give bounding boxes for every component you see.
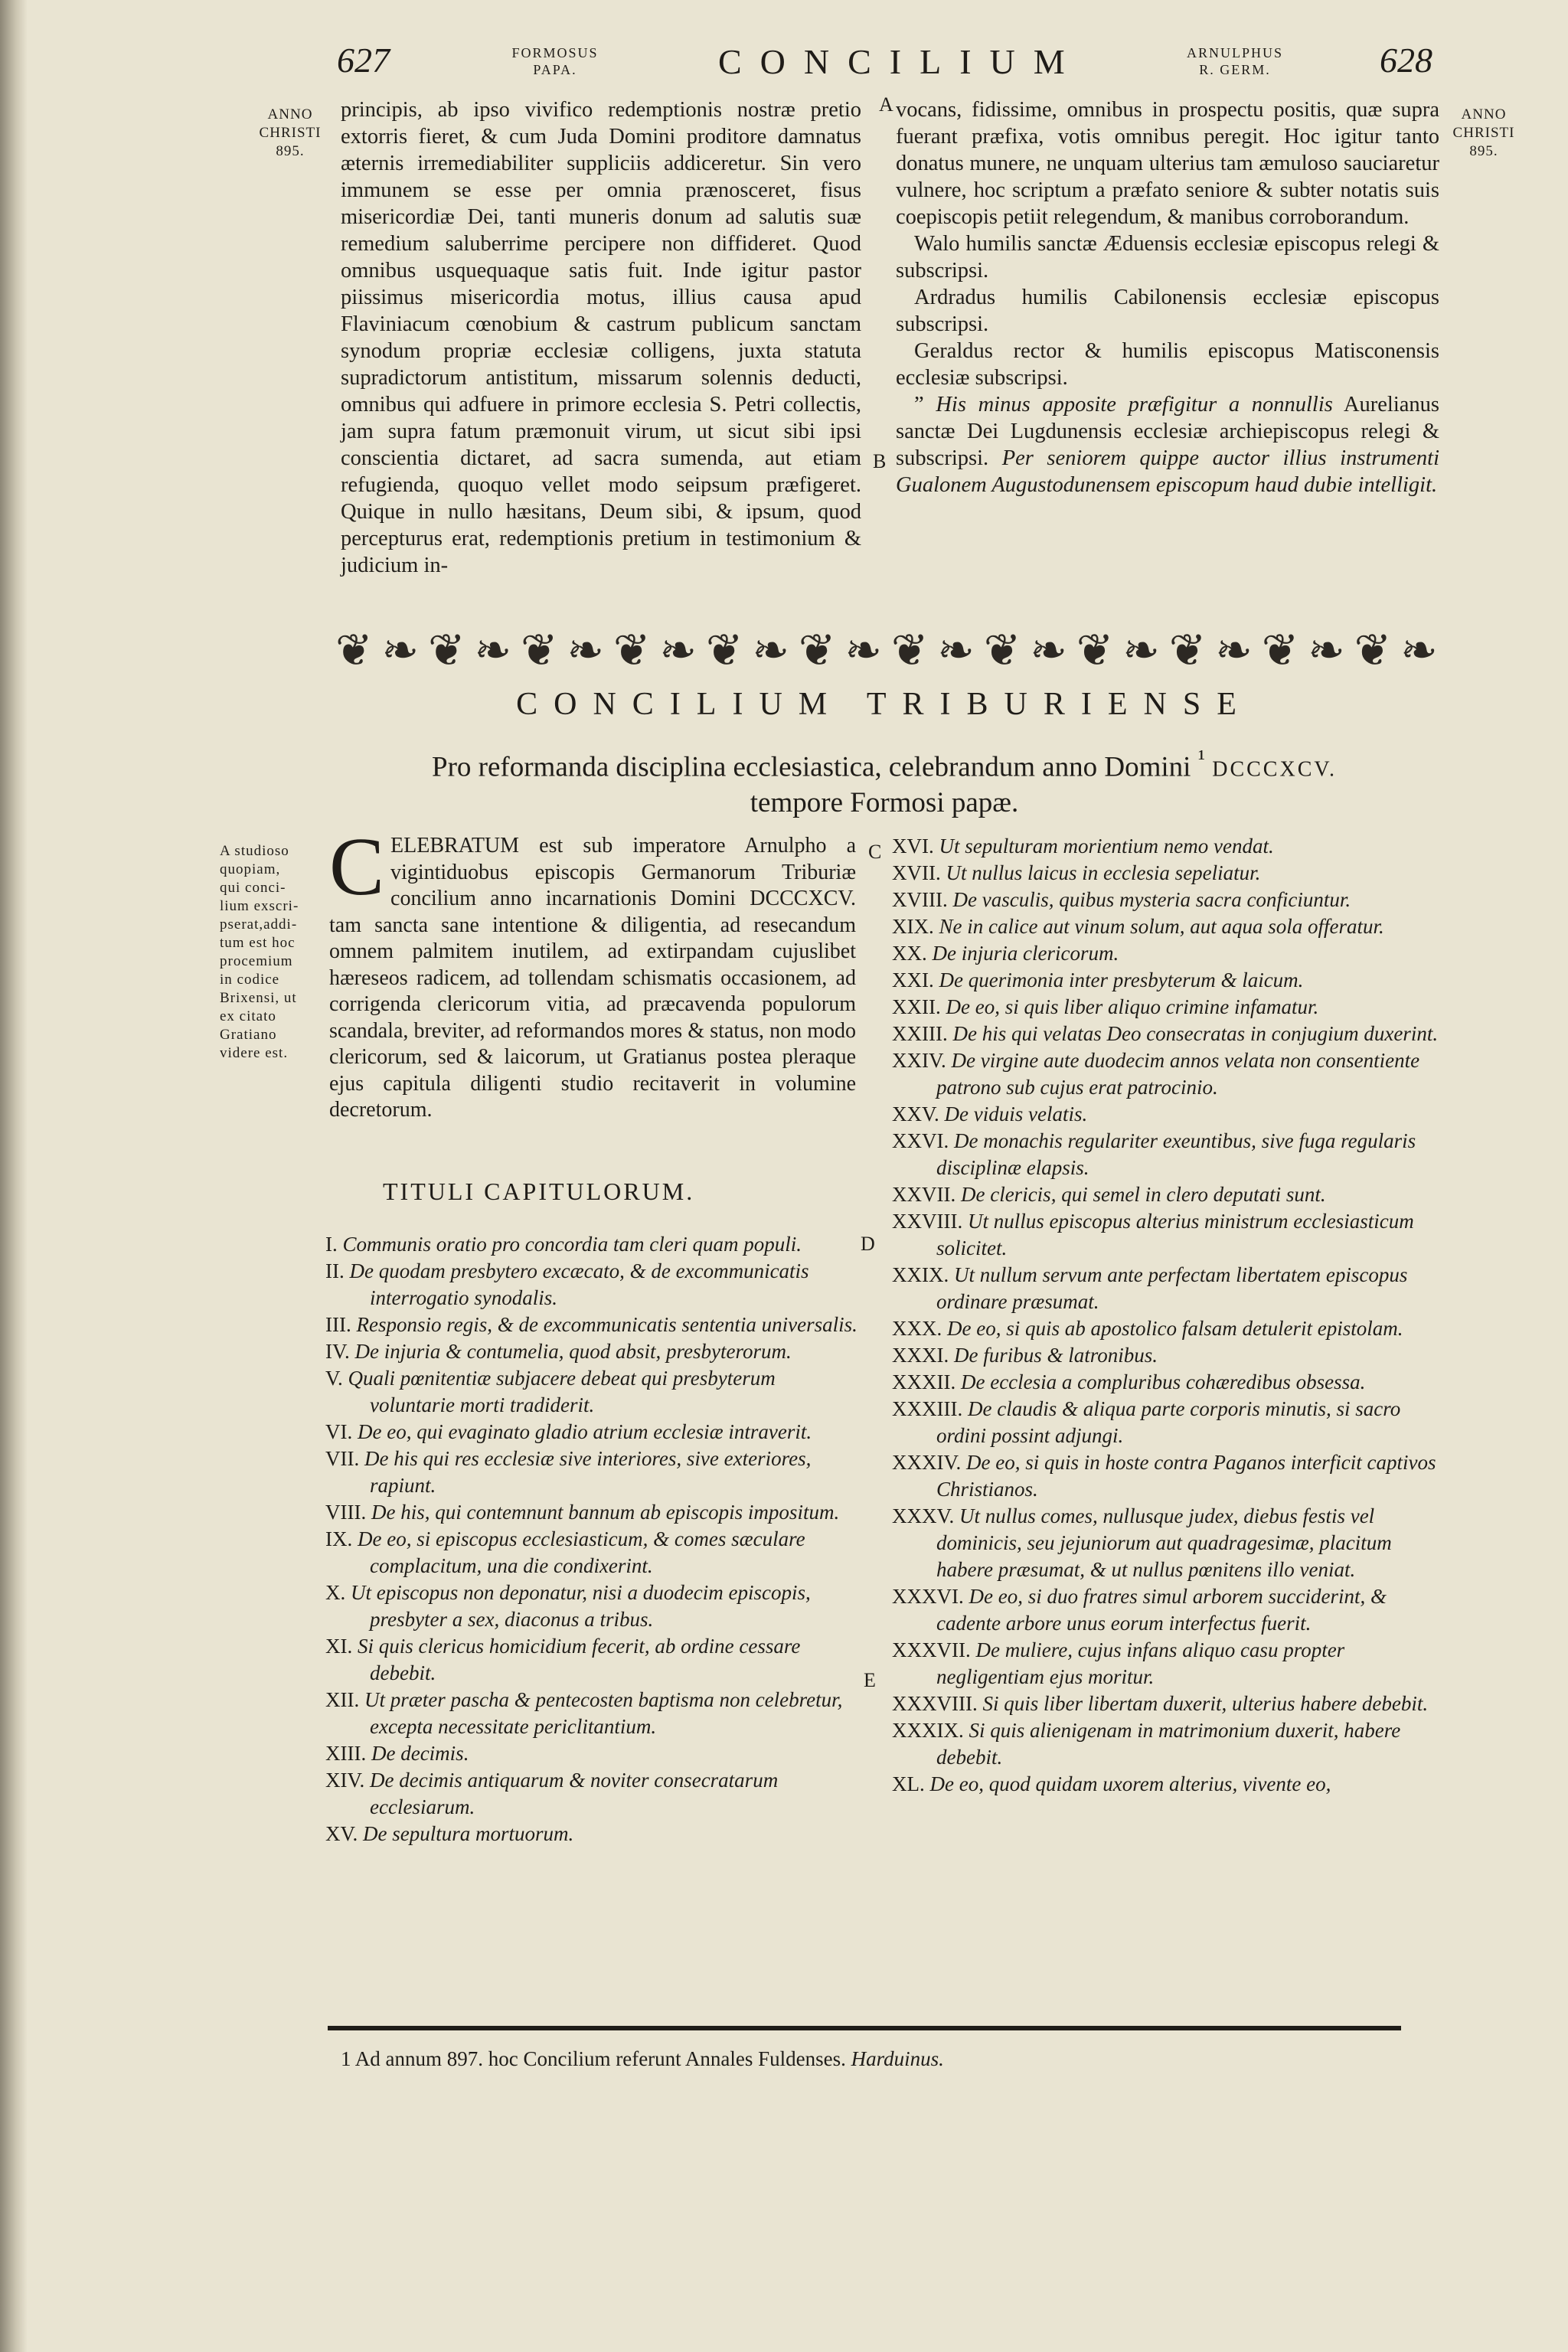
subtitle-footnote-mark: ¹ [1197, 745, 1205, 771]
margin-anno-left [255, 106, 325, 161]
toc-item-number: XI. [325, 1635, 353, 1658]
fleuron-icon: ❦ [520, 626, 558, 675]
toc-item [892, 1047, 1439, 1101]
subscription-walo: Walo humilis sanctæ Æduensis ecclesiæ episcopus relegi & subscripsi. [896, 232, 1439, 283]
toc-item [325, 1231, 858, 1258]
toc-item-number: XXXVIII. [892, 1692, 978, 1715]
toc-item [892, 1315, 1439, 1342]
toc-item-title: De injuria & contumelia, quod absit, presbyterorum. [354, 1340, 792, 1363]
section-letter-b: B [873, 450, 887, 472]
toc-item [892, 967, 1439, 994]
toc-item [892, 860, 1439, 887]
section-letter-e: E [864, 1669, 876, 1691]
toc-item-title: De virgine aute duodecim annos velata non consentiente patrono sub cujus erat patrocinio. [936, 1049, 1420, 1099]
header-left-small [501, 44, 609, 78]
fleuron-icon: ❧ [659, 626, 697, 675]
toc-item-title: De claudis & aliqua parte corporis minutis, si sacro ordini possint adjungi. [936, 1397, 1401, 1447]
footnote [341, 2047, 944, 2071]
toc-item-title: Si quis alienigenam in matrimonium duxerit, habere debebit. [936, 1719, 1401, 1769]
fleuron-icon: ❧ [1122, 626, 1160, 675]
toc-item [892, 994, 1439, 1021]
toc-item [325, 1312, 858, 1338]
toc-item-number: XXVIII. [892, 1210, 963, 1233]
toc-item-title: De his qui velatas Deo consecratas in conjugium duxerint. [952, 1022, 1439, 1045]
toc-item-number: XXXV. [892, 1504, 955, 1527]
fleuron-icon: ❧ [474, 626, 512, 675]
footnote-mark: 1 [341, 2047, 351, 2070]
fleuron-icon: ❦ [705, 626, 743, 675]
toc-item [892, 1583, 1439, 1637]
toc-item-title: De eo, quod quidam uxorem alterius, vivente eo, [929, 1772, 1331, 1795]
toc-item-title: De eo, si quis ab apostolico falsam detulerit epistolam. [947, 1317, 1403, 1340]
fleuron-icon: ❦ [1076, 626, 1114, 675]
margin-note-line: procemium [220, 953, 293, 969]
toc-item [892, 1021, 1439, 1047]
margin-anno-left-1: ANNO [267, 106, 313, 122]
toc-item-title: De his, qui contemnunt bannum ab episcopis impositum. [371, 1501, 840, 1524]
toc-item-title: De viduis velatis. [944, 1102, 1088, 1125]
toc-item-number: X. [325, 1581, 346, 1604]
margin-note-line: qui conci- [220, 880, 286, 896]
toc-item [325, 1633, 858, 1687]
header-right-small-1: ARNULPHUS [1186, 45, 1284, 60]
toc-item [325, 1526, 858, 1579]
toc-item-title: De monachis regulariter exeuntibus, sive fuga regularis disciplinæ elapsis. [936, 1129, 1416, 1179]
margin-note-line: Brixensi, ut [220, 990, 297, 1006]
toc-item-number: XXVI. [892, 1129, 949, 1152]
fleuron-icon: ❦ [890, 626, 929, 675]
editorial-note [896, 391, 1439, 498]
toc-item-title: Ut præter pascha & pentecosten baptisma non celebretur, excepta necessitate periclitantium. [364, 1688, 843, 1738]
toc-item [325, 1419, 858, 1446]
footnote-rule [328, 2026, 1401, 2030]
header-left-small-2: PAPA. [533, 62, 577, 77]
toc-item-number: XXXI. [892, 1344, 949, 1367]
toc-item-number: IX. [325, 1527, 353, 1550]
section-letter-a: A [879, 93, 893, 116]
fleuron-icon: ❧ [381, 626, 420, 675]
toc-item-number: XXI. [892, 969, 934, 991]
toc-item-number: IV. [325, 1340, 350, 1363]
margin-note-line: pserat,addi- [220, 916, 298, 933]
top-right-column [896, 96, 1439, 498]
margin-note-line: A studioso [220, 843, 289, 859]
margin-anno-left-3: 895. [276, 143, 305, 159]
toc-item-number: XXIV. [892, 1049, 946, 1072]
toc-item-title: De clericis, qui semel in clero deputati sunt. [960, 1183, 1326, 1206]
toc-item-title: De decimis antiquarum & noviter consecratarum ecclesiarum. [370, 1769, 779, 1818]
intro-paragraph [329, 822, 856, 1124]
toc-item-title: De eo, si quis liber aliquo crimine infamatur. [946, 995, 1319, 1018]
toc-item [325, 1579, 858, 1633]
fleuron-icon: ❧ [1308, 626, 1345, 675]
section-letter-c: C [868, 841, 882, 863]
toc-item-number: XX. [892, 942, 927, 965]
fleuron-icon: ❦ [983, 626, 1021, 675]
toc-item-number: XIII. [325, 1742, 367, 1765]
toc-item-number: XIV. [325, 1769, 365, 1792]
toc-item-title: De vasculis, quibus mysteria sacra conficiuntur. [952, 888, 1351, 911]
toc-item [892, 1503, 1439, 1583]
intro-text: ELEBRATUM est sub imperatore Arnulpho a vigintiduobus episcopis Germanorum Triburiæ concilium anno incarnationis Domini DCCCXCV. tam sancta sane intentione & diligentia, ad resecandum omnem palmitem inutilem, ad extirpandam cujuslibet hæreseos radicem, ad tollendam schismatis occasionem, ad corrigenda clericorum vitia, ad præcavenda populorum scandala, breviter, ad reformandos mores & status, non modo clericorum, sed & laicorum, ut Gratianus postea pleraque ejus capitula diligenti studio recitaverit in volumine decretorum. [329, 834, 856, 1122]
top-left-paragraph: principis, ab ipso vivifico redemptionis nostræ pretio extorris fieret, & cum Juda Domini proditore damnatus æternis irremediabiliter suppliciis addiceretur. Sin vero immunem se esse per omnia prænosceret, fisus misericordiæ Dei, tanti muneris donum ad salutis suæ remedium saluberrime percipere non diffideret. Quod omnibus usquequaque satis fuit. Inde igitur pastor piissimus misericordia motus, illius causa apud Flaviniacum cœnobium & castrum publicum sanctam synodum propriæ ecclesiæ colligens, juxta statuta supradictorum antistitum, missarum solennis deducti, omnibus qui adfuere in primore ecclesia S. Petri collectis, jam supra fatum præmonuit virum, ut sicut sibi ipsi conscientia dictaret, ad sacra sumenda, aut etiam refugienda, quoquo vellet modo seipsum præfigeret. Quique in nullo hæsitans, Deum sibi, & ipsum, quod percepturus erat, redemptionis pretium in testimonium & judicium in- [341, 98, 861, 577]
header-left-small-1: FORMOSUS [511, 45, 599, 60]
toc-item-title: Communis oratio pro concordia tam cleri quam populi. [342, 1233, 802, 1256]
toc-item [325, 1338, 858, 1365]
toc-item-number: XII. [325, 1688, 360, 1711]
toc-item [325, 1446, 858, 1499]
fleuron-icon: ❧ [752, 626, 789, 675]
toc-item [325, 1365, 858, 1419]
toc-item-number: XXXII. [892, 1370, 956, 1393]
toc-item-number: XXXIV. [892, 1451, 962, 1474]
header-right-small-2: R. GERM. [1199, 62, 1271, 77]
note-roman-1: Aurelianus sanctæ Dei Lugdunensis ecclesiæ archiepiscopus relegi & subscripsi. [896, 393, 1439, 470]
toc-item-number: XIX. [892, 915, 934, 938]
toc-item [892, 1181, 1439, 1208]
toc-item [325, 1258, 858, 1312]
subtitle-text: Pro reformanda disciplina ecclesiastica, celebrandum anno Domini [432, 751, 1191, 783]
fleuron-icon: ❦ [1168, 626, 1207, 675]
toc-item-title: De eo, si quis in hoste contra Paganos interficit captivos Christianos. [936, 1451, 1436, 1501]
toc-item-number: XVIII. [892, 888, 948, 911]
fleuron-icon: ❦ [612, 626, 651, 675]
margin-anno-left-2: CHRISTI [259, 125, 322, 141]
toc-item-title: Ut nullus laicus in ecclesia sepeliatur. [946, 861, 1261, 884]
toc-item-title: Ut nullus episcopus alterius ministrum ecclesiasticum solicitet. [936, 1210, 1414, 1259]
margin-anno-right [1449, 106, 1519, 161]
toc-item-number: XXII. [892, 995, 941, 1018]
toc-item-title: De muliere, cujus infans aliquo casu propter negligentiam ejus moritur. [936, 1638, 1345, 1688]
toc-item-number: VIII. [325, 1501, 367, 1524]
fleuron-icon: ❦ [335, 626, 373, 675]
fleuron-icon: ❦ [1261, 626, 1299, 675]
toc-left-column [325, 1231, 858, 1847]
fleuron-icon: ❧ [1215, 626, 1253, 675]
toc-item-number: XXXIII. [892, 1397, 963, 1420]
note-italic-1: His minus apposite præfigitur a nonnullis [936, 393, 1333, 416]
toc-item-title: Ut sepulturam morientium nemo vendat. [939, 835, 1274, 858]
toc-item-title: Ut nullus comes, nullusque judex, diebus festis vel dominicis, seu jejuniorum aut quadragesimæ, placitum habere præsumat, & ut nullus pœnitens illo veniat. [936, 1504, 1392, 1581]
top-right-paragraph-1: vocans, fidissime, omnibus in prospectu positis, quæ supra fuerant præfixa, votis omnibus peregit. Hoc igitur tanto donatus munere, ne unquam ulterius tam æmuloso sauciaretur vulnere, hoc scriptum a præfato seniore & subter notatis suis coepiscopis petiit relegendum, & manibus corroborandum. [896, 98, 1439, 229]
toc-item-number: XXIX. [892, 1263, 949, 1286]
toc-item [892, 1101, 1439, 1128]
margin-note-line: Gratiano [220, 1027, 277, 1043]
toc-item-number: VII. [325, 1447, 360, 1470]
toc-item [892, 1262, 1439, 1315]
toc-item [325, 1767, 858, 1821]
fleuron-icon: ❧ [937, 626, 975, 675]
toc-item-number: XVI. [892, 835, 934, 858]
margin-note-line: ex citato [220, 1008, 276, 1024]
dropcap: C [329, 822, 385, 913]
margin-note-line: tum est hoc [220, 935, 296, 951]
toc-item-number: XXVII. [892, 1183, 956, 1206]
toc-item-number: XXXVI. [892, 1585, 964, 1608]
toc-item-number: XXIII. [892, 1022, 948, 1045]
margin-note-line: videre est. [220, 1045, 289, 1061]
margin-note-line: in codice [220, 972, 280, 988]
toc-item [892, 1369, 1439, 1396]
footnote-author: Harduinus. [851, 2047, 944, 2070]
fleuron-icon: ❦ [1354, 626, 1392, 675]
tituli-heading: TITULI CAPITULORUM. [383, 1178, 695, 1205]
toc-item [892, 1771, 1439, 1798]
toc-item [892, 1342, 1439, 1369]
toc-item-number: XXV. [892, 1102, 939, 1125]
toc-item [892, 833, 1439, 860]
toc-item [325, 1687, 858, 1740]
toc-item-title: De sepultura mortuorum. [363, 1822, 574, 1845]
toc-item-number: III. [325, 1313, 351, 1336]
fleuron-icon: ❧ [1400, 626, 1438, 675]
toc-item [892, 1449, 1439, 1503]
subtitle-year: DCCCXCV. [1212, 757, 1337, 782]
toc-item-title: De eo, si episcopus ecclesiasticum, & comes sæculare complacitum, una die condixerint. [358, 1527, 805, 1577]
toc-item-title: De his qui res ecclesiæ sive interiores, sive exteriores, rapiunt. [364, 1447, 812, 1497]
toc-item-title: Responsio regis, & de excommunicatis sententia universalis. [356, 1313, 858, 1336]
subtitle-line-2: tempore Formosi papæ. [750, 787, 1019, 819]
section-title: CONCILIUM TRIBURIENSE [516, 687, 1253, 722]
margin-anno-right-2: CHRISTI [1452, 125, 1515, 141]
toc-item-title: Ut episcopus non deponatur, nisi a duodecim episcopis, presbyter a sex, diaconus a tribus. [351, 1581, 811, 1631]
toc-item-title: De eo, qui evaginato gladio atrium ecclesiæ intraverit. [358, 1420, 812, 1443]
fleuron-icon: ❧ [844, 626, 882, 675]
footnote-text: Ad annum 897. hoc Concilium referunt Annales Fuldenses. [354, 2047, 846, 2070]
top-left-column [341, 96, 861, 579]
toc-item-title: De quodam presbytero excæcato, & de excommunicatis interrogatio synodalis. [349, 1259, 809, 1309]
toc-right-column [892, 833, 1439, 1798]
toc-item-title: Quali pœnitentiæ subjacere debeat qui presbyterum voluntarie morti tradiderit. [348, 1367, 776, 1416]
toc-item-title: De injuria clericorum. [932, 942, 1119, 965]
toc-item-title: De furibus & latronibus. [954, 1344, 1158, 1367]
fleuron-icon: ❧ [567, 626, 605, 675]
toc-item [892, 1128, 1439, 1181]
ornamental-band [335, 626, 1438, 675]
toc-item-number: II. [325, 1259, 345, 1282]
toc-item-number: XVII. [892, 861, 941, 884]
header-right-small [1170, 44, 1300, 78]
toc-item-title: De eo, si duo fratres simul arborem succiderint, & cadente arbore unus eorum interfectus fuerit. [936, 1585, 1387, 1635]
toc-item [892, 1208, 1439, 1262]
margin-anno-right-3: 895. [1469, 143, 1498, 159]
fleuron-icon: ❧ [1030, 626, 1067, 675]
toc-item [325, 1499, 858, 1526]
toc-item-number: V. [325, 1367, 343, 1390]
section-letter-d: D [861, 1233, 875, 1255]
toc-item-number: XL. [892, 1772, 925, 1795]
toc-item-number: XXX. [892, 1317, 942, 1340]
toc-item [325, 1821, 858, 1847]
toc-item-title: Ut nullum servum ante perfectam libertatem episcopus ordinare præsumat. [936, 1263, 1408, 1313]
toc-item [892, 1690, 1439, 1717]
toc-item-title: Ne in calice aut vinum solum, aut aqua sola offeratur. [939, 915, 1384, 938]
margin-note-line: quopiam, [220, 861, 281, 877]
note-mark: ” [914, 393, 924, 416]
toc-item [892, 887, 1439, 913]
toc-item [325, 1740, 858, 1767]
margin-note-studioso [220, 842, 318, 1063]
toc-item-number: I. [325, 1233, 338, 1256]
toc-item [892, 1396, 1439, 1449]
note-italic-2: Per seniorem quippe auctor illius instrumenti Gualonem Augustodunensem episcopum haud dubie intelligit. [896, 446, 1439, 497]
fleuron-icon: ❦ [798, 626, 836, 675]
folio-right: 628 [1380, 41, 1432, 80]
toc-item-title: Si quis clericus homicidium fecerit, ab ordine cessare debebit. [358, 1635, 801, 1684]
toc-item-title: De decimis. [371, 1742, 469, 1765]
toc-item-number: XXXVII. [892, 1638, 971, 1661]
toc-item [892, 940, 1439, 967]
folio-left: 627 [337, 41, 390, 80]
toc-item [892, 1637, 1439, 1690]
toc-item-title: De querimonia inter presbyterum & laicum. [939, 969, 1304, 991]
subscription-ardradus: Ardradus humilis Cabilonensis ecclesiæ episcopus subscripsi. [896, 286, 1439, 336]
toc-item-title: Si quis liber libertam duxerit, ulterius habere debebit. [982, 1692, 1429, 1715]
subtitle-line-1 [329, 741, 1439, 786]
fleuron-icon: ❦ [427, 626, 466, 675]
toc-item-number: XXXIX. [892, 1719, 964, 1742]
margin-note-line: lium exscri- [220, 898, 299, 914]
section-subtitle [329, 741, 1439, 820]
toc-item-number: VI. [325, 1420, 353, 1443]
subscription-geraldus: Geraldus rector & humilis episcopus Matisconensis ecclesiæ subscripsi. [896, 339, 1439, 390]
margin-anno-right-1: ANNO [1461, 106, 1507, 122]
running-title: CONCILIUM [718, 42, 1083, 81]
toc-item-number: XV. [325, 1822, 358, 1845]
toc-item-title: De ecclesia a compluribus cohæredibus obsessa. [960, 1370, 1366, 1393]
toc-item [892, 913, 1439, 940]
toc-item [892, 1717, 1439, 1771]
